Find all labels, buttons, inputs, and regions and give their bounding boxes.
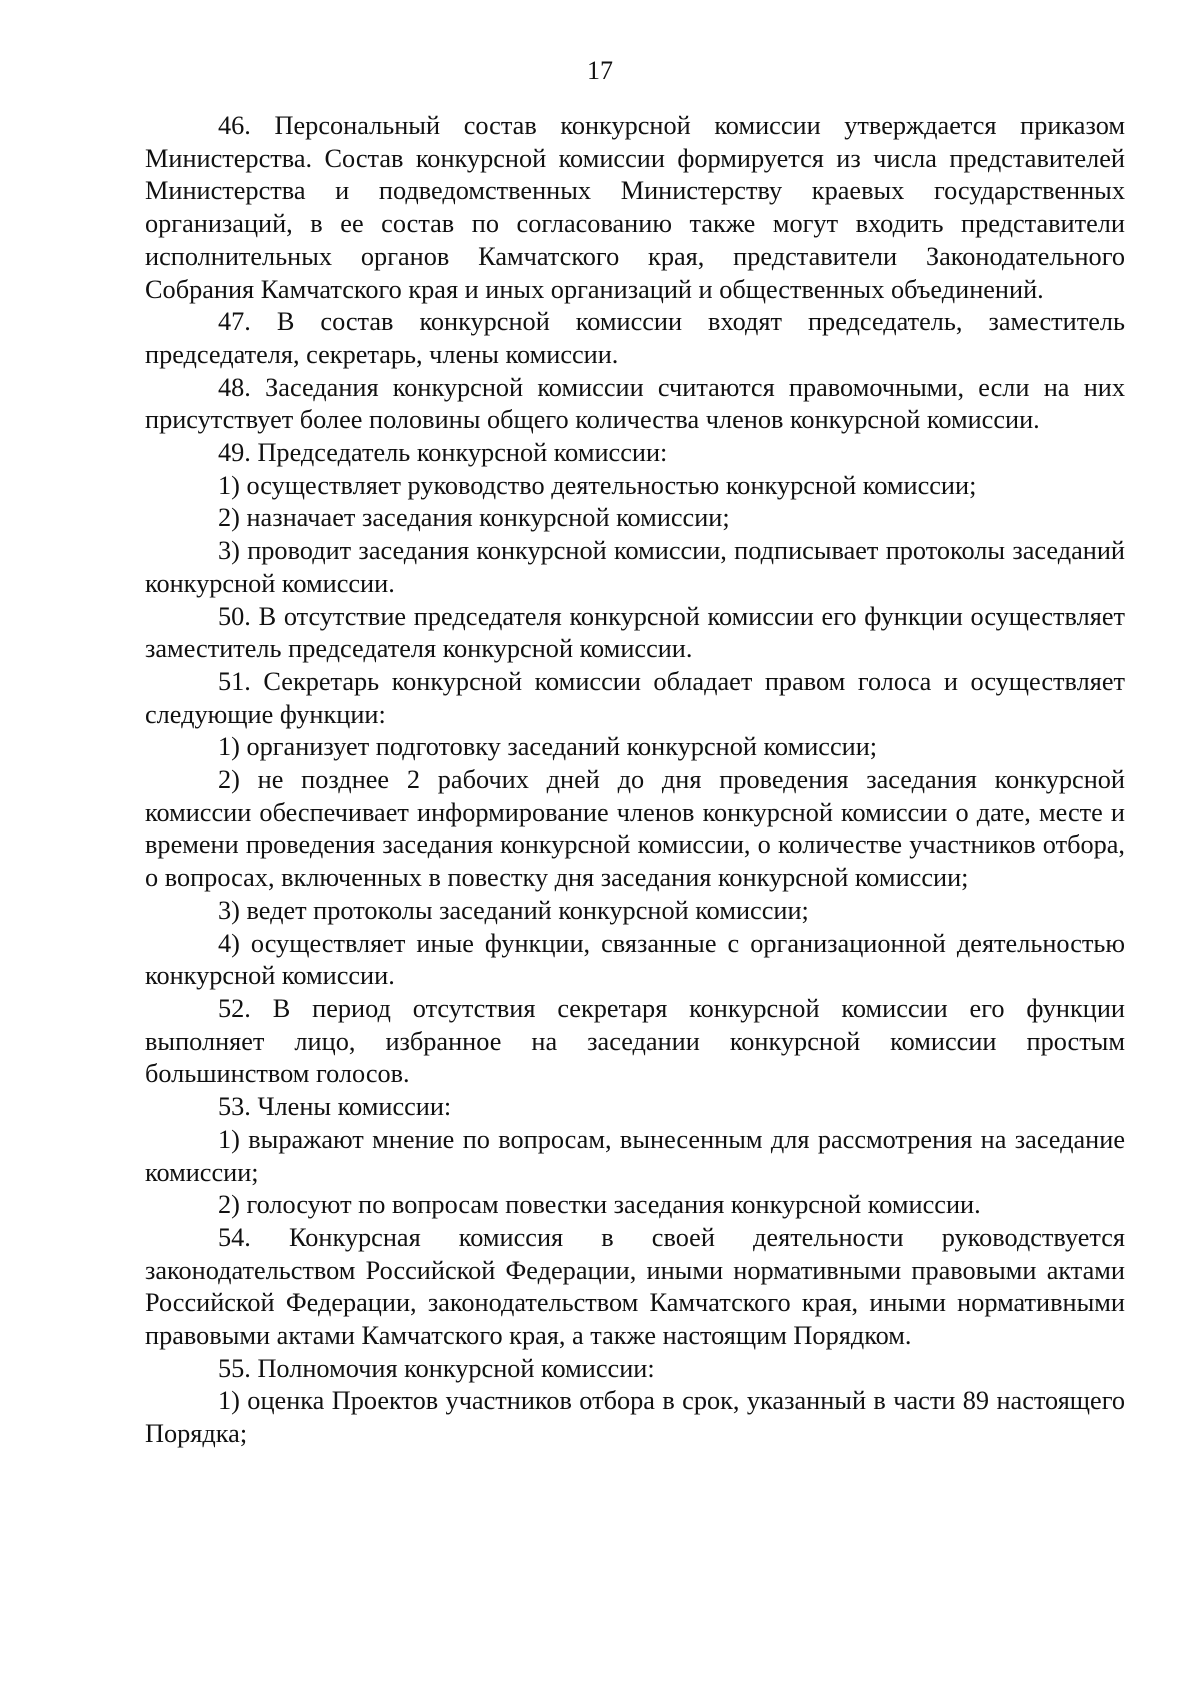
paragraph-50: 50. В отсутствие председателя конкурсной комиссии его функции осуществляет заместитель председателя конкурсной комиссии. xyxy=(145,601,1125,664)
paragraph-53-item-2: 2) голосуют по вопросам повестки заседания конкурсной комиссии. xyxy=(218,1190,981,1220)
paragraph-49-item-3: 3) проводит заседания конкурсной комиссии, подписывает протоколы заседаний конкурсной комиссии. xyxy=(145,536,1125,598)
paragraph-47: 47. В состав конкурсной комиссии входят председатель, заместитель председателя, секретарь, члены комиссии. xyxy=(145,307,1125,369)
paragraph-54: 54. Конкурсная комиссия в своей деятельности руководствуется законодательством Российской Федерации, иными нормативными правовыми актами Российской Федерации, законодательством Камчатского края, иными нормативными правовыми актами Камчатского края, а также настоящим Порядком. xyxy=(145,1222,1125,1351)
paragraph-49-item-1: 1) осуществляет руководство деятельностью конкурсной комиссии; xyxy=(218,470,977,500)
paragraph-51-item-4: 4) осуществляет иные функции, связанные с организационной деятельностью конкурсной комиссии. xyxy=(145,928,1125,991)
paragraph-52: 52. В период отсутствия секретаря конкурсной комиссии его функции выполняет лицо, избранное на заседании конкурсной комиссии простым большинством голосов. xyxy=(145,993,1125,1089)
paragraph-48: 48. Заседания конкурсной комиссии считаются правомочными, если на них присутствует более половины общего количества членов конкурсной комиссии. xyxy=(145,372,1125,435)
paragraph-49: 49. Председатель конкурсной комиссии: xyxy=(218,438,668,468)
document-body xyxy=(145,110,1125,1451)
paragraph-55-item-1: 1) оценка Проектов участников отбора в срок, указанный в части 89 настоящего Порядка; xyxy=(145,1386,1125,1449)
paragraph-46: 46. Персональный состав конкурсной комиссии утверждается приказом Министерства. Состав конкурсной комиссии формируется из числа представителей Министерства и подведомственных Министерству краевых государственных организаций, в ее состав по согласованию также могут входить представители исполнительных органов Камчатского края, представители Законодательного Собрания Камчатского края и иных организаций и общественных объединений. xyxy=(145,111,1125,304)
paragraph-51: 51. Секретарь конкурсной комиссии обладает правом голоса и осуществляет следующие функции: xyxy=(145,666,1125,729)
paragraph-51-item-3: 3) ведет протоколы заседаний конкурсной комиссии; xyxy=(218,895,809,925)
paragraph-55: 55. Полномочия конкурсной комиссии: xyxy=(218,1353,655,1383)
paragraph-49-item-2: 2) назначает заседания конкурсной комиссии; xyxy=(218,503,730,533)
paragraph-53-item-1: 1) выражают мнение по вопросам, вынесенным для рассмотрения на заседание комиссии; xyxy=(145,1124,1125,1187)
page-number: 17 xyxy=(587,56,613,85)
paragraph-53: 53. Члены комиссии: xyxy=(218,1092,452,1122)
paragraph-51-item-2: 2) не позднее 2 рабочих дней до дня проведения заседания конкурсной комиссии обеспечивает информирование членов конкурсной комиссии о дате, месте и времени проведения заседания конкурсной комиссии, о количестве участников отбора, о вопросах, включенных в повестку дня заседания конкурсной комиссии; xyxy=(145,765,1125,893)
paragraph-51-item-1: 1) организует подготовку заседаний конкурсной комиссии; xyxy=(218,732,878,762)
